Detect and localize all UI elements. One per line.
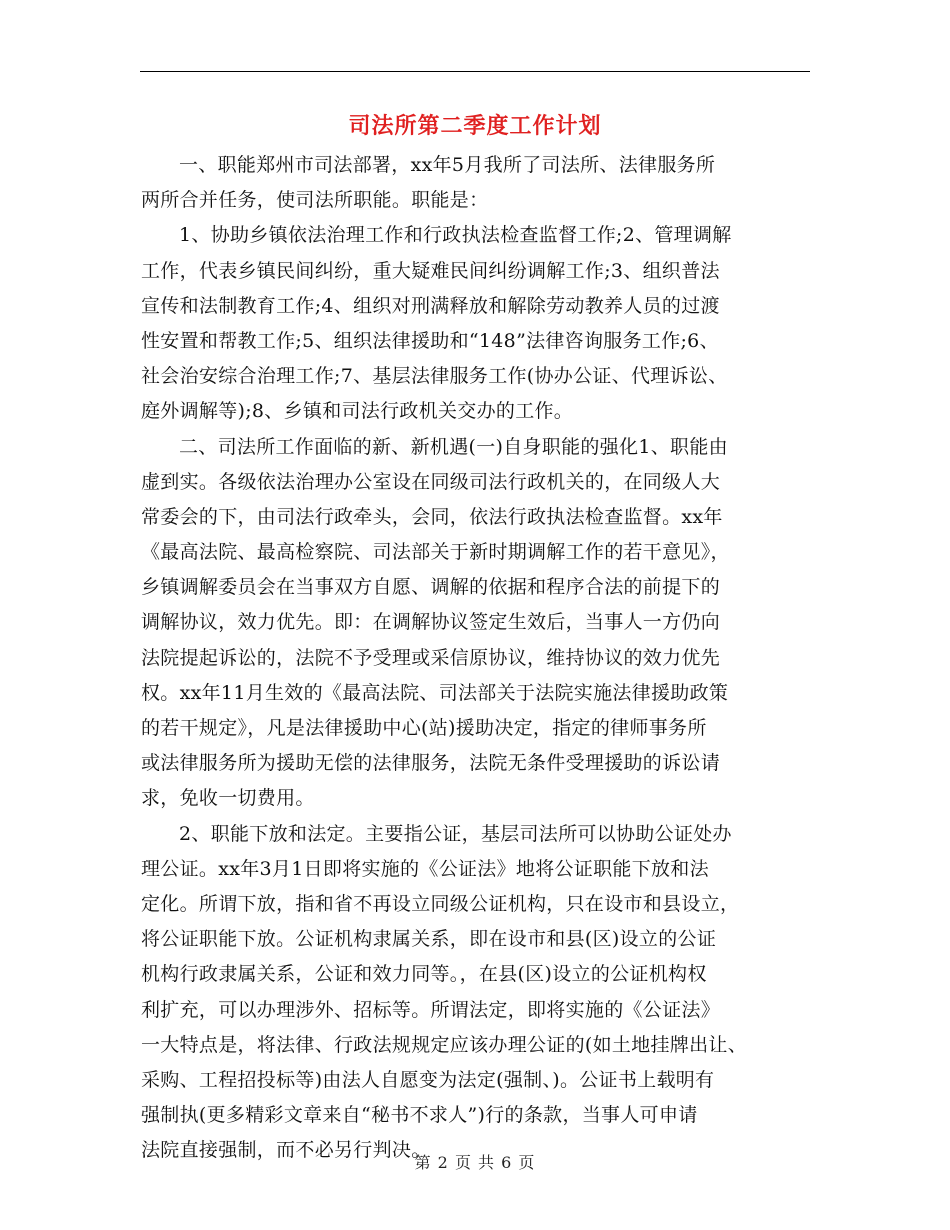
paragraph-line: 求，免收一切费用。 [141, 787, 315, 810]
paragraph-line: 庭外调解等);8、乡镇和司法行政机关交办的工作。 [141, 400, 574, 423]
paragraph-line: 权。xx年11月生效的《最高法院、司法部关于法院实施法律援助政策 [141, 681, 729, 704]
paragraph-line: 调解协议，效力优先。即：在调解协议签定生效后，当事人一方仍向 [141, 611, 721, 634]
document-body [141, 148, 813, 1168]
paragraph-line: 采购、工程招投标等)由法人自愿变为法定(强制、)。公证书上载明有 [141, 1068, 715, 1091]
paragraph-line: 机构行政隶属关系，公证和效力同等。，在县(区)设立的公证机构权 [141, 963, 707, 986]
paragraph-line: 两所合并任务，使司法所职能。职能是： [141, 189, 489, 212]
paragraph-line: 二、司法所工作面临的新、新机遇(一)自身职能的强化1、职能由 [179, 435, 728, 458]
paragraph-line: 的若干规定》，凡是法律援助中心(站)援助决定，指定的律师事务所 [141, 717, 707, 739]
paragraph-line: 2、职能下放和法定。主要指公证，基层司法所可以协助公证处办 [179, 822, 732, 845]
paragraph-line: 宣传和法制教育工作;4、组织对刑满释放和解除劳动教养人员的过渡 [141, 294, 720, 317]
paragraph-line: 一、职能郑州市司法部署，xx年5月我所了司法所、法律服务所 [179, 154, 716, 176]
paragraph-line: 一大特点是，将法律、行政法规规定应该办理公证的(如土地挂牌出让、 [141, 1033, 748, 1056]
paragraph-line: 社会治安综合治理工作;7、基层法律服务工作(协办公证、代理诉讼、 [141, 365, 728, 388]
paragraph-line: 常委会的下，由司法行政牵头，会同，依法行政执法检查监督。xx年 [141, 505, 723, 528]
paragraph-line: 法院直接强制，而不必另行判决。 [141, 1139, 431, 1162]
paragraph-line: 定化。所谓下放，指和省不再设立同级公证机构，只在设市和县设立， [141, 892, 740, 915]
paragraph-line: 强制执(更多精彩文章来自“秘书不求人”)行的条款，当事人可申请 [141, 1104, 698, 1127]
paragraph-line: 利扩充，可以办理涉外、招标等。所谓法定，即将实施的《公证法》 [141, 998, 721, 1021]
paragraph-line: 性安置和帮教工作;5、组织法律援助和“148”法律咨询服务工作;6、 [141, 329, 719, 352]
paragraph-line: 将公证职能下放。公证机构隶属关系，即在设市和县(区)设立的公证 [141, 928, 717, 951]
document-title: 司法所第二季度工作计划 [348, 114, 602, 139]
paragraph-line: 理公证。xx年3月1日即将实施的《公证法》地将公证职能下放和法 [141, 857, 709, 880]
paragraph-line: 1、协助乡镇依法治理工作和行政执法检查监督工作;2、管理调解 [179, 224, 732, 247]
header-rule [140, 71, 810, 72]
paragraph-line: 乡镇调解委员会在当事双方自愿、调解的依据和程序合法的前提下的 [141, 576, 721, 599]
paragraph-line: 工作，代表乡镇民间纠纷，重大疑难民间纠纷调解工作;3、组织普法 [141, 259, 720, 282]
paragraph-line: 虚到实。各级依法治理办公室设在同级司法行政机关的，在同级人大 [141, 470, 721, 493]
page-number: 第 2 页 共 6 页 [414, 1153, 536, 1172]
paragraph-line: 《最高法院、最高检察院、司法部关于新时期调解工作的若干意见》， [141, 541, 730, 564]
paragraph-line: 或法律服务所为援助无偿的法律服务，法院无条件受理援助的诉讼请 [141, 752, 721, 775]
paragraph-line: 法院提起诉讼的，法院不予受理或采信原协议，维持协议的效力优先 [141, 646, 721, 669]
